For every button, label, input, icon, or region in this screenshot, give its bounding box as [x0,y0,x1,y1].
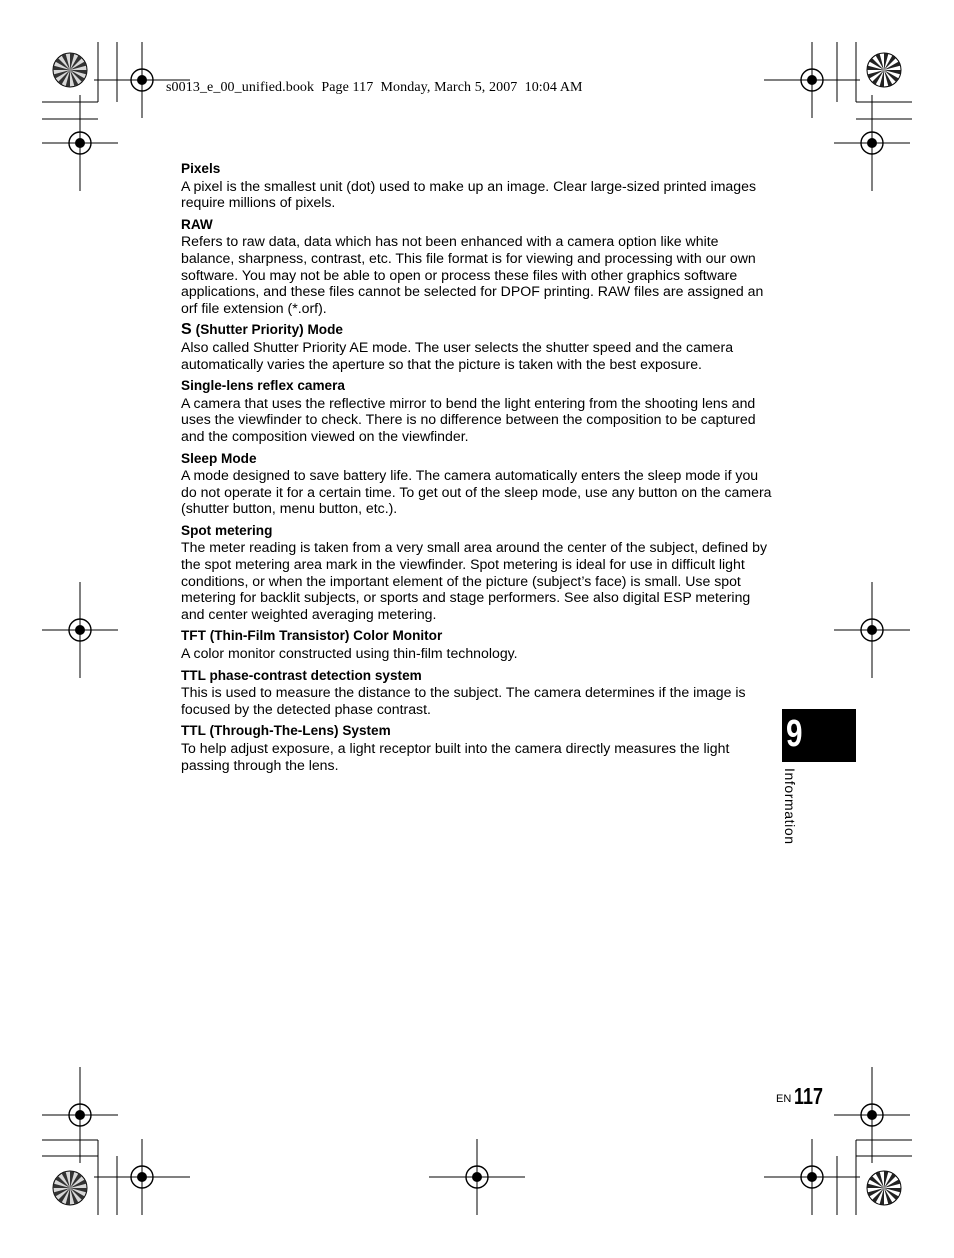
term-description: To help adjust exposure, a light receptor built into the camera directly measures the light passing through the lens. [181,740,730,773]
term-description: Refers to raw data, data which has not been enhanced with a camera option like white balance, sharpness, contrast, etc. This file format is for viewing and processing with our own software. You may not be able to open or process these files with other graphics software applications, and these files cannot be selected for DPOF printing. RAW files are assigned an orf file extension (*.orf). [181,233,764,316]
term-description: Also called Shutter Priority AE mode. The user selects the shutter speed and the camera automatically varies the aperture so that the picture is taken with the best exposure. [181,338,734,372]
glossary-entry-ttl-system [181,723,773,773]
glossary-entry-spot-metering [181,523,773,623]
registration-mark [764,42,860,118]
color-star-target [53,1171,87,1205]
term-heading-text: (Shutter Priority) Mode [195,322,343,338]
term-description: The meter reading is taken from a very small area around the center of the subject, defined by the spot metering area mark in the viewfinder. Spot metering is ideal for use in difficult light conditions, or when the important element of the picture (subject’s face) is small. Use spot metering for backlit subjects, or sports and stage performers. See also digital ESP metering and center weighted averaging metering. [181,539,767,622]
registration-mark [834,1067,910,1163]
language-code: EN [776,1093,792,1105]
registration-mark [429,1139,525,1215]
registration-mark [42,582,118,678]
page-number: 117 [794,1083,824,1109]
chapter-tab [782,709,856,762]
glossary-entry-slr-camera [181,378,773,444]
glossary-entry-tft-monitor [181,628,773,661]
term-heading: Spot metering [181,522,273,538]
term-heading: Single-lens reflex camera [181,378,345,394]
term-description: A pixel is the smallest unit (dot) used to make up an image. Clear large-sized printed images require millions of pixels. [181,177,756,211]
glossary-content [181,161,773,779]
page-number-footer [776,1083,831,1110]
color-star-target [53,53,87,87]
registration-mark [764,1139,860,1215]
term-heading: TTL phase-contrast detection system [181,667,422,683]
term-heading: TTL (Through-The-Lens) System [181,723,391,739]
registration-mark [834,95,910,191]
term-heading: Pixels [181,161,221,176]
term-heading: RAW [181,216,213,232]
book-header-info: s0013_e_00_unified.book Page 117 Monday, March 5, 2007 10:04 AM [166,80,583,95]
registration-mark [94,1139,190,1215]
glossary-entry-shutter-priority [181,322,773,372]
glossary-entry-raw [181,217,773,317]
color-star-target [867,1171,901,1205]
term-description: This is used to measure the distance to the subject. The camera determines if the image is focused by the detected phase contrast. [181,684,746,717]
term-description: A color monitor constructed using thin-film technology. [181,645,518,662]
term-heading [181,322,773,339]
glossary-entry-ttl-phase-contrast [181,668,773,718]
term-description: A camera that uses the reflective mirror to bend the light entering from the shooting lens and uses the viewfinder to check. There is no difference between the composition to be captured and the composition viewed on the viewfinder. [181,394,756,444]
shutter-priority-mode-symbol: S [181,321,192,339]
color-star-target [867,53,901,87]
chapter-side-label: Information [782,768,798,845]
term-heading: TFT (Thin-Film Transistor) Color Monitor [181,628,443,644]
chapter-number: 9 [786,713,803,755]
term-description: A mode designed to save battery life. The camera automatically enters the sleep mode if you do not operate it for a certain time. To get out of the sleep mode, use any button on the camera (shutter button, menu button, etc.). [181,467,772,517]
glossary-entry-sleep-mode [181,451,773,517]
term-heading: Sleep Mode [181,450,257,466]
registration-mark [834,582,910,678]
registration-mark [42,1067,118,1163]
glossary-entry-pixels [181,161,773,211]
registration-mark [42,95,118,191]
